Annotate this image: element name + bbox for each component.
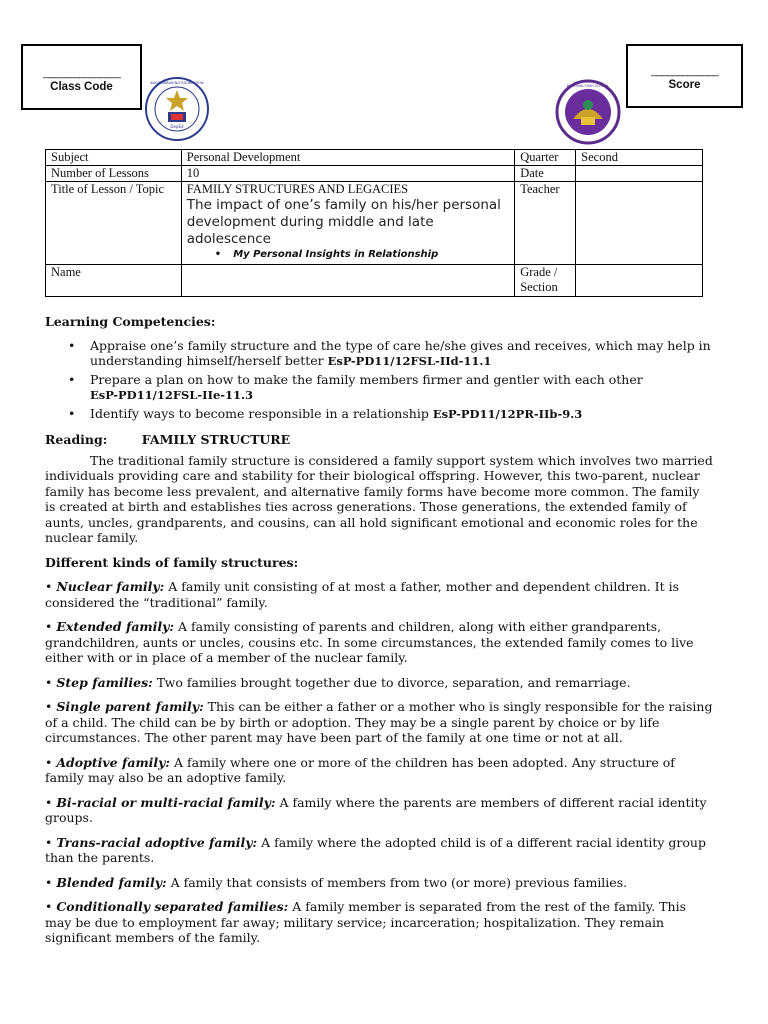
competency-code: EsP-PD11/12FSL-IId-11.1	[327, 354, 492, 368]
school-seal-text: NATIONAL HIGH SCHOOL	[566, 84, 610, 88]
kind-term: Trans-racial adoptive family:	[56, 834, 258, 850]
lessons-value: 10	[181, 166, 514, 182]
kind-term: Extended family:	[56, 619, 175, 634]
lessons-label: Number of Lessons	[46, 166, 182, 182]
list-item: • Step families: Two families brought together due to divorce, separation, and remarriage.	[45, 674, 631, 690]
competency-code: EsP-PD11/12FSL-IIe-11.3	[90, 388, 254, 402]
kind-term: Bi-racial or multi-racial family:	[56, 794, 276, 810]
class-code-line: _______________	[43, 67, 120, 79]
class-code-label: Class Code	[50, 81, 113, 93]
table-row	[46, 265, 703, 297]
list-item: • Appraise one’s family structure and the type of care he/she gives and receives, which may help in understanding himself/herself better EsP-PD11/12FSL-IId-11.1	[90, 338, 713, 370]
kind-term: Step families:	[56, 674, 153, 690]
date-field[interactable]	[576, 166, 703, 182]
date-label: Date	[515, 166, 576, 182]
score-box	[626, 44, 743, 108]
competencies-heading: Learning Competencies:	[45, 314, 216, 329]
reading-label: Reading:	[45, 432, 108, 447]
school-seal-logo	[555, 79, 621, 145]
quarter-label: Quarter	[515, 150, 576, 166]
kind-term: Blended family:	[56, 874, 167, 890]
list-item: • Prepare a plan on how to make the family members firmer and gentler with each other EsP-PD11/12FSL-IIe-11.3	[90, 372, 713, 404]
table-row	[46, 182, 703, 265]
score-line: _____________	[651, 65, 718, 77]
list-item: • Single parent family: This can be either a father or a mother who is singly responsible for the raising of a child. The child can be by birth or adoption. They may be a single parent by choice or by life circumstances. The other parent may have been part of the family at one time or not at all.	[45, 699, 713, 745]
score-label: Score	[668, 79, 701, 91]
list-item: • Trans-racial adoptive family: A family where the adopted child is of a different racial identity group than the parents.	[45, 834, 706, 865]
list-item: • Extended family: A family consisting of parents and children, along with either grandparents, grandchildren, aunts or uncles, cousins etc. In some circumstances, the extended family comes to live either with or in place of a member of the nuclear family.	[45, 619, 694, 665]
list-item: • Blended family: A family that consists of members from two (or more) previous families.	[45, 874, 628, 890]
list-item: • Nuclear family: A family unit consisting of at most a father, mother and dependent children. It is considered the “traditional” family.	[45, 579, 680, 610]
title-label: Title of Lesson / Topic	[46, 182, 182, 265]
competencies-list	[45, 338, 713, 423]
reading-title: FAMILY STRUCTURE	[141, 432, 291, 447]
topic-cell	[181, 182, 514, 265]
list-item: • Identify ways to become responsible in a relationship EsP-PD11/12PR-IIb-9.3	[90, 406, 713, 423]
quarter-value: Second	[576, 150, 703, 166]
reading-paragraph: The traditional family structure is considered a family support system which involves two married individuals providing care and stability for their biological offspring. However, this two-parent, nuclear family has become less prevalent, and alternative family forms have become more common. The family is created at birth and establishes ties across generations. Those generations, the extended family of aunts, uncles, grandparents, and cousins, can all hold significant emotional and economic roles for the nuclear family.	[45, 452, 713, 545]
kind-term: Conditionally separated families:	[56, 899, 289, 914]
lesson-info-table	[45, 149, 703, 297]
deped-seal-logo	[144, 76, 210, 142]
subject-label: Subject	[46, 150, 182, 166]
reading-heading	[45, 432, 713, 448]
competency-code: EsP-PD11/12PR-IIb-9.3	[432, 406, 583, 421]
topic-sub-text: My Personal Insights in Relationship	[233, 249, 439, 260]
list-item: • Conditionally separated families: A family member is separated from the rest of the family. This may be due to employment far away; military service; incarceration; hospitalization. They remain significant members of the family.	[45, 899, 686, 945]
teacher-label: Teacher	[515, 182, 576, 265]
grade-label: Grade / Section	[515, 265, 576, 297]
grade-field[interactable]	[576, 265, 703, 297]
table-row	[46, 166, 703, 182]
list-item: • Bi-racial or multi-racial family: A family where the parents are members of different racial identity groups.	[45, 794, 707, 825]
name-field[interactable]	[181, 265, 514, 297]
lesson-content	[45, 314, 713, 946]
topic-title: FAMILY STRUCTURES AND LEGACIES	[186, 182, 409, 196]
svg-text:DepEd: DepEd	[170, 124, 184, 129]
list-item: • Adoptive family: A family where one or more of the children has been adopted. Any structure of family may also be an adoptive family.	[45, 754, 675, 785]
class-code-box	[21, 44, 142, 110]
kinds-heading: Different kinds of family structures:	[45, 554, 299, 570]
name-label: Name	[46, 265, 182, 297]
topic-sub-item: • My Personal Insights in Relationship	[214, 249, 439, 260]
kind-term: Adoptive family:	[56, 754, 171, 770]
subject-value: Personal Development	[181, 150, 514, 166]
table-row	[46, 150, 703, 166]
kind-term: Nuclear family:	[56, 579, 165, 594]
deped-seal-text: KAGAWARAN NG EDUKASYON	[150, 81, 204, 85]
topic-description: The impact of one’s family on his/her personal development during middle and late adolescence	[186, 197, 501, 247]
teacher-field[interactable]	[576, 182, 703, 265]
kind-term: Single parent family:	[56, 699, 204, 714]
